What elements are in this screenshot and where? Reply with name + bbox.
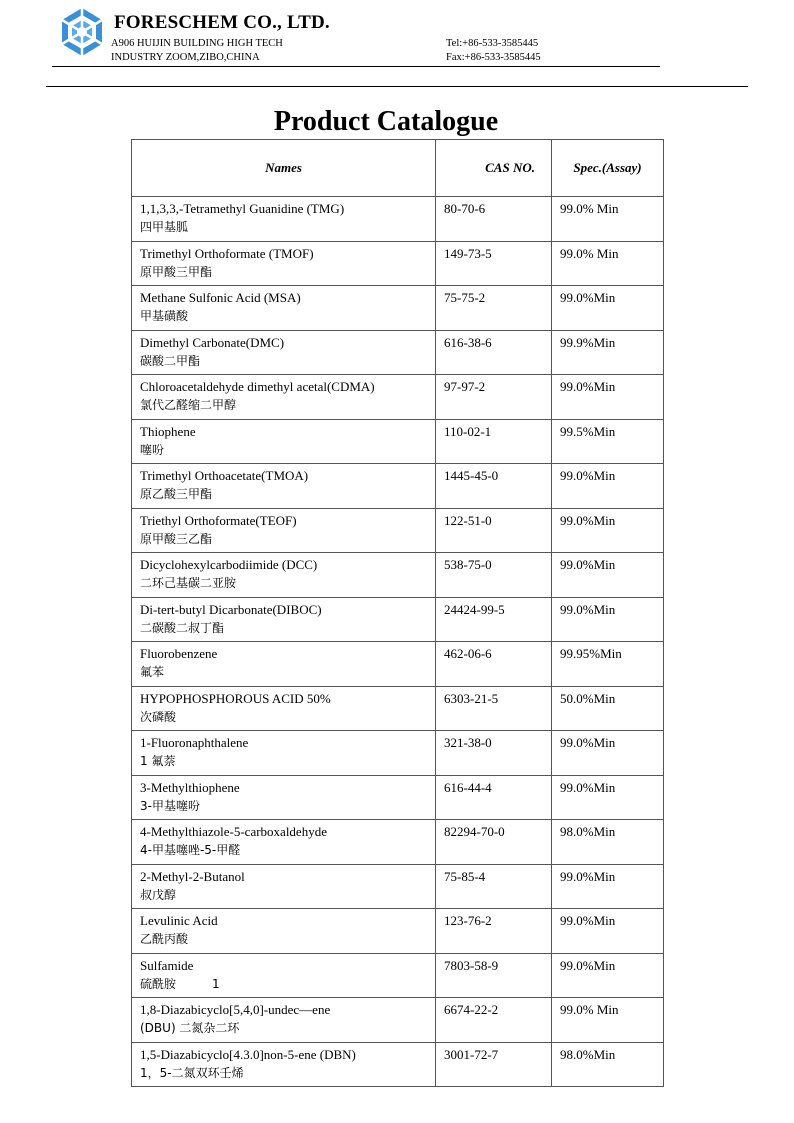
- product-name-english: Dicyclohexylcarbodiimide (DCC): [140, 557, 318, 572]
- cas-number-cell: 1445-45-0: [436, 464, 552, 509]
- table-row: [132, 286, 664, 331]
- table-row: [132, 1042, 664, 1087]
- spec-assay-cell: 99.0% Min: [552, 197, 664, 242]
- cas-number-cell: 110-02-1: [436, 419, 552, 464]
- product-name-english: HYPOPHOSPHOROUS ACID 50%: [140, 690, 331, 706]
- column-header-spec: Spec.(Assay): [552, 140, 664, 197]
- spec-assay-cell: 98.0%Min: [552, 1042, 664, 1087]
- cas-number-cell: 75-85-4: [436, 864, 552, 909]
- product-name-english: Fluorobenzene: [140, 646, 218, 661]
- product-name-cell: [132, 597, 436, 642]
- product-name-chinese: 二碳酸二叔丁酯: [140, 620, 225, 635]
- product-name-cell: [132, 330, 436, 375]
- spec-assay-cell: 99.9%Min: [552, 330, 664, 375]
- table-row: [132, 464, 664, 509]
- product-name-english: 4-Methylthiazole-5-carboxaldehyde: [140, 824, 327, 839]
- address-line-2: INDUSTRY ZOOM,ZIBO,CHINA: [111, 52, 260, 63]
- table-row: [132, 330, 664, 375]
- spec-assay-cell: 99.0%Min: [552, 775, 664, 820]
- product-name-english: 1,1,3,3,-Tetramethyl Guanidine (TMG): [140, 201, 345, 216]
- product-name-english: 1,8-Diazabicyclo[5,4,0]-undec—ene: [140, 1002, 331, 1017]
- product-name-cell: [132, 375, 436, 420]
- product-name-cell: [132, 241, 436, 286]
- product-name-chinese: 甲基磺酸: [140, 309, 189, 323]
- table-row: [132, 864, 664, 909]
- spec-assay-cell: 99.0% Min: [552, 241, 664, 286]
- table-row: [132, 597, 664, 642]
- spec-assay-cell: 99.0%Min: [552, 375, 664, 420]
- product-name-cell: [132, 998, 436, 1043]
- table-row: [132, 197, 664, 242]
- cas-number-cell: 24424-99-5: [436, 597, 552, 642]
- product-name-cell: [132, 909, 436, 954]
- cas-number-cell: 538-75-0: [436, 553, 552, 598]
- cas-number-cell: 321-38-0: [436, 731, 552, 776]
- table-row: [132, 375, 664, 420]
- spec-assay-cell: 99.0%Min: [552, 508, 664, 553]
- product-name-chinese: 二环己基碳二亚胺: [140, 576, 237, 590]
- cas-number-cell: 80-70-6: [436, 197, 552, 242]
- product-name-english: Chloroacetaldehyde dimethyl acetal(CDMA): [140, 379, 375, 394]
- cas-number-cell: 97-97-2: [436, 375, 552, 420]
- letterhead: [0, 0, 794, 90]
- spec-assay-cell: 99.0%Min: [552, 864, 664, 909]
- product-name-chinese: 原甲酸三乙酯: [140, 531, 213, 546]
- cas-number-cell: 3001-72-7: [436, 1042, 552, 1087]
- table-row: [132, 909, 664, 954]
- product-name-chinese: (DBU) 二氮杂二环: [140, 1021, 240, 1035]
- spec-assay-cell: 99.95%Min: [552, 642, 664, 687]
- cas-number-cell: 6674-22-2: [436, 998, 552, 1043]
- spec-assay-cell: 99.5%Min: [552, 419, 664, 464]
- cas-number-cell: 82294-70-0: [436, 820, 552, 865]
- product-name-cell: [132, 286, 436, 331]
- product-name-cell: [132, 731, 436, 776]
- product-name-english: Methane Sulfonic Acid (MSA): [140, 290, 301, 305]
- column-header-names: Names: [132, 140, 436, 197]
- spec-assay-cell: 99.0%Min: [552, 464, 664, 509]
- product-name-chinese: 原乙酸三甲酯: [140, 487, 213, 501]
- spec-assay-cell: 98.0%Min: [552, 820, 664, 865]
- product-name-chinese: 3-甲基噻吩: [140, 798, 200, 813]
- cas-number-cell: 149-73-5: [436, 241, 552, 286]
- product-name-cell: [132, 686, 436, 731]
- product-name-cell: [132, 642, 436, 687]
- fax: Fax:+86-533-3585445: [446, 52, 541, 63]
- cas-number-cell: 616-44-4: [436, 775, 552, 820]
- product-name-english: Sulfamide: [140, 957, 194, 973]
- product-name-chinese: 叔戊醇: [140, 887, 177, 902]
- spec-assay-cell: 50.0%Min: [552, 686, 664, 731]
- page-divider: [46, 86, 748, 87]
- spec-assay-cell: 99.0%Min: [552, 731, 664, 776]
- cas-number-cell: 462-06-6: [436, 642, 552, 687]
- product-name-chinese: 原甲酸三甲酯: [140, 264, 213, 279]
- product-name-english: 2-Methyl-2-Butanol: [140, 868, 245, 884]
- address-line-1: A906 HUIJIN BUILDING HIGH TECH: [111, 38, 283, 49]
- product-name-chinese: 氯代乙醛缩二甲醇: [140, 398, 237, 412]
- spec-assay-cell: 99.0% Min: [552, 998, 664, 1043]
- product-name-english: Thiophene: [140, 423, 196, 439]
- table-row: [132, 419, 664, 464]
- cas-number-cell: 122-51-0: [436, 508, 552, 553]
- spec-assay-cell: 99.0%Min: [552, 286, 664, 331]
- company-logo: [56, 6, 108, 58]
- column-header-cas: CAS NO.: [436, 140, 552, 197]
- product-name-chinese: 硫酰胺 1: [140, 976, 220, 991]
- spec-assay-cell: 99.0%Min: [552, 553, 664, 598]
- telephone: Tel:+86-533-3585445: [446, 38, 539, 49]
- table-header-row: [132, 140, 664, 197]
- cas-number-cell: 6303-21-5: [436, 686, 552, 731]
- product-name-chinese: 碳酸二甲酯: [140, 353, 201, 368]
- page-title: Product Catalogue: [273, 106, 499, 137]
- product-name-cell: [132, 820, 436, 865]
- product-name-chinese: 1 氟萘: [140, 754, 176, 768]
- table-row: [132, 686, 664, 731]
- product-name-chinese: 4-甲基噻唑-5-甲醛: [140, 843, 241, 857]
- table-row: [132, 553, 664, 598]
- spec-assay-cell: 99.0%Min: [552, 953, 664, 998]
- product-name-english: Levulinic Acid: [140, 913, 218, 928]
- product-name-english: Dimethyl Carbonate(DMC): [140, 334, 285, 350]
- product-name-cell: [132, 419, 436, 464]
- product-name-english: 1-Fluoronaphthalene: [140, 735, 249, 750]
- product-name-cell: [132, 775, 436, 820]
- table-row: [132, 820, 664, 865]
- product-name-cell: [132, 1042, 436, 1087]
- product-name-english: Trimethyl Orthoformate (TMOF): [140, 245, 314, 261]
- product-name-cell: [132, 864, 436, 909]
- product-name-english: Trimethyl Orthoacetate(TMOA): [140, 468, 309, 483]
- product-name-english: 3-Methylthiophene: [140, 779, 240, 795]
- table-row: [132, 642, 664, 687]
- product-name-cell: [132, 553, 436, 598]
- product-name-cell: [132, 508, 436, 553]
- cas-number-cell: 7803-58-9: [436, 953, 552, 998]
- cas-number-cell: 616-38-6: [436, 330, 552, 375]
- product-rows: [132, 197, 664, 1087]
- product-name-chinese: 噻吩: [140, 442, 165, 457]
- table-row: [132, 953, 664, 998]
- product-name-chinese: 氟苯: [140, 665, 165, 679]
- product-name-cell: [132, 464, 436, 509]
- table-row: [132, 775, 664, 820]
- header-divider: [52, 66, 660, 67]
- product-name-cell: [132, 197, 436, 242]
- cas-number-cell: 75-75-2: [436, 286, 552, 331]
- product-name-english: Di-tert-butyl Dicarbonate(DIBOC): [140, 601, 322, 617]
- product-name-chinese: 四甲基胍: [140, 220, 189, 234]
- table-row: [132, 731, 664, 776]
- product-name-chinese: 次磷酸: [140, 709, 177, 724]
- product-name-chinese: 乙酰丙酸: [140, 932, 189, 946]
- product-name-chinese: 1，5-二氮双环壬烯: [140, 1065, 244, 1080]
- product-name-cell: [132, 953, 436, 998]
- table-row: [132, 508, 664, 553]
- spec-assay-cell: 99.0%Min: [552, 909, 664, 954]
- product-table: [131, 139, 664, 1087]
- spec-assay-cell: 99.0%Min: [552, 597, 664, 642]
- foreschem-logo-icon: [56, 6, 108, 58]
- table-row: [132, 998, 664, 1043]
- table-row: [132, 241, 664, 286]
- product-name-english: Triethyl Orthoformate(TEOF): [140, 512, 297, 528]
- cas-number-cell: 123-76-2: [436, 909, 552, 954]
- product-name-english: 1,5-Diazabicyclo[4.3.0]non-5-ene (DBN): [140, 1046, 356, 1062]
- company-name: FORESCHEM CO., LTD.: [114, 12, 330, 33]
